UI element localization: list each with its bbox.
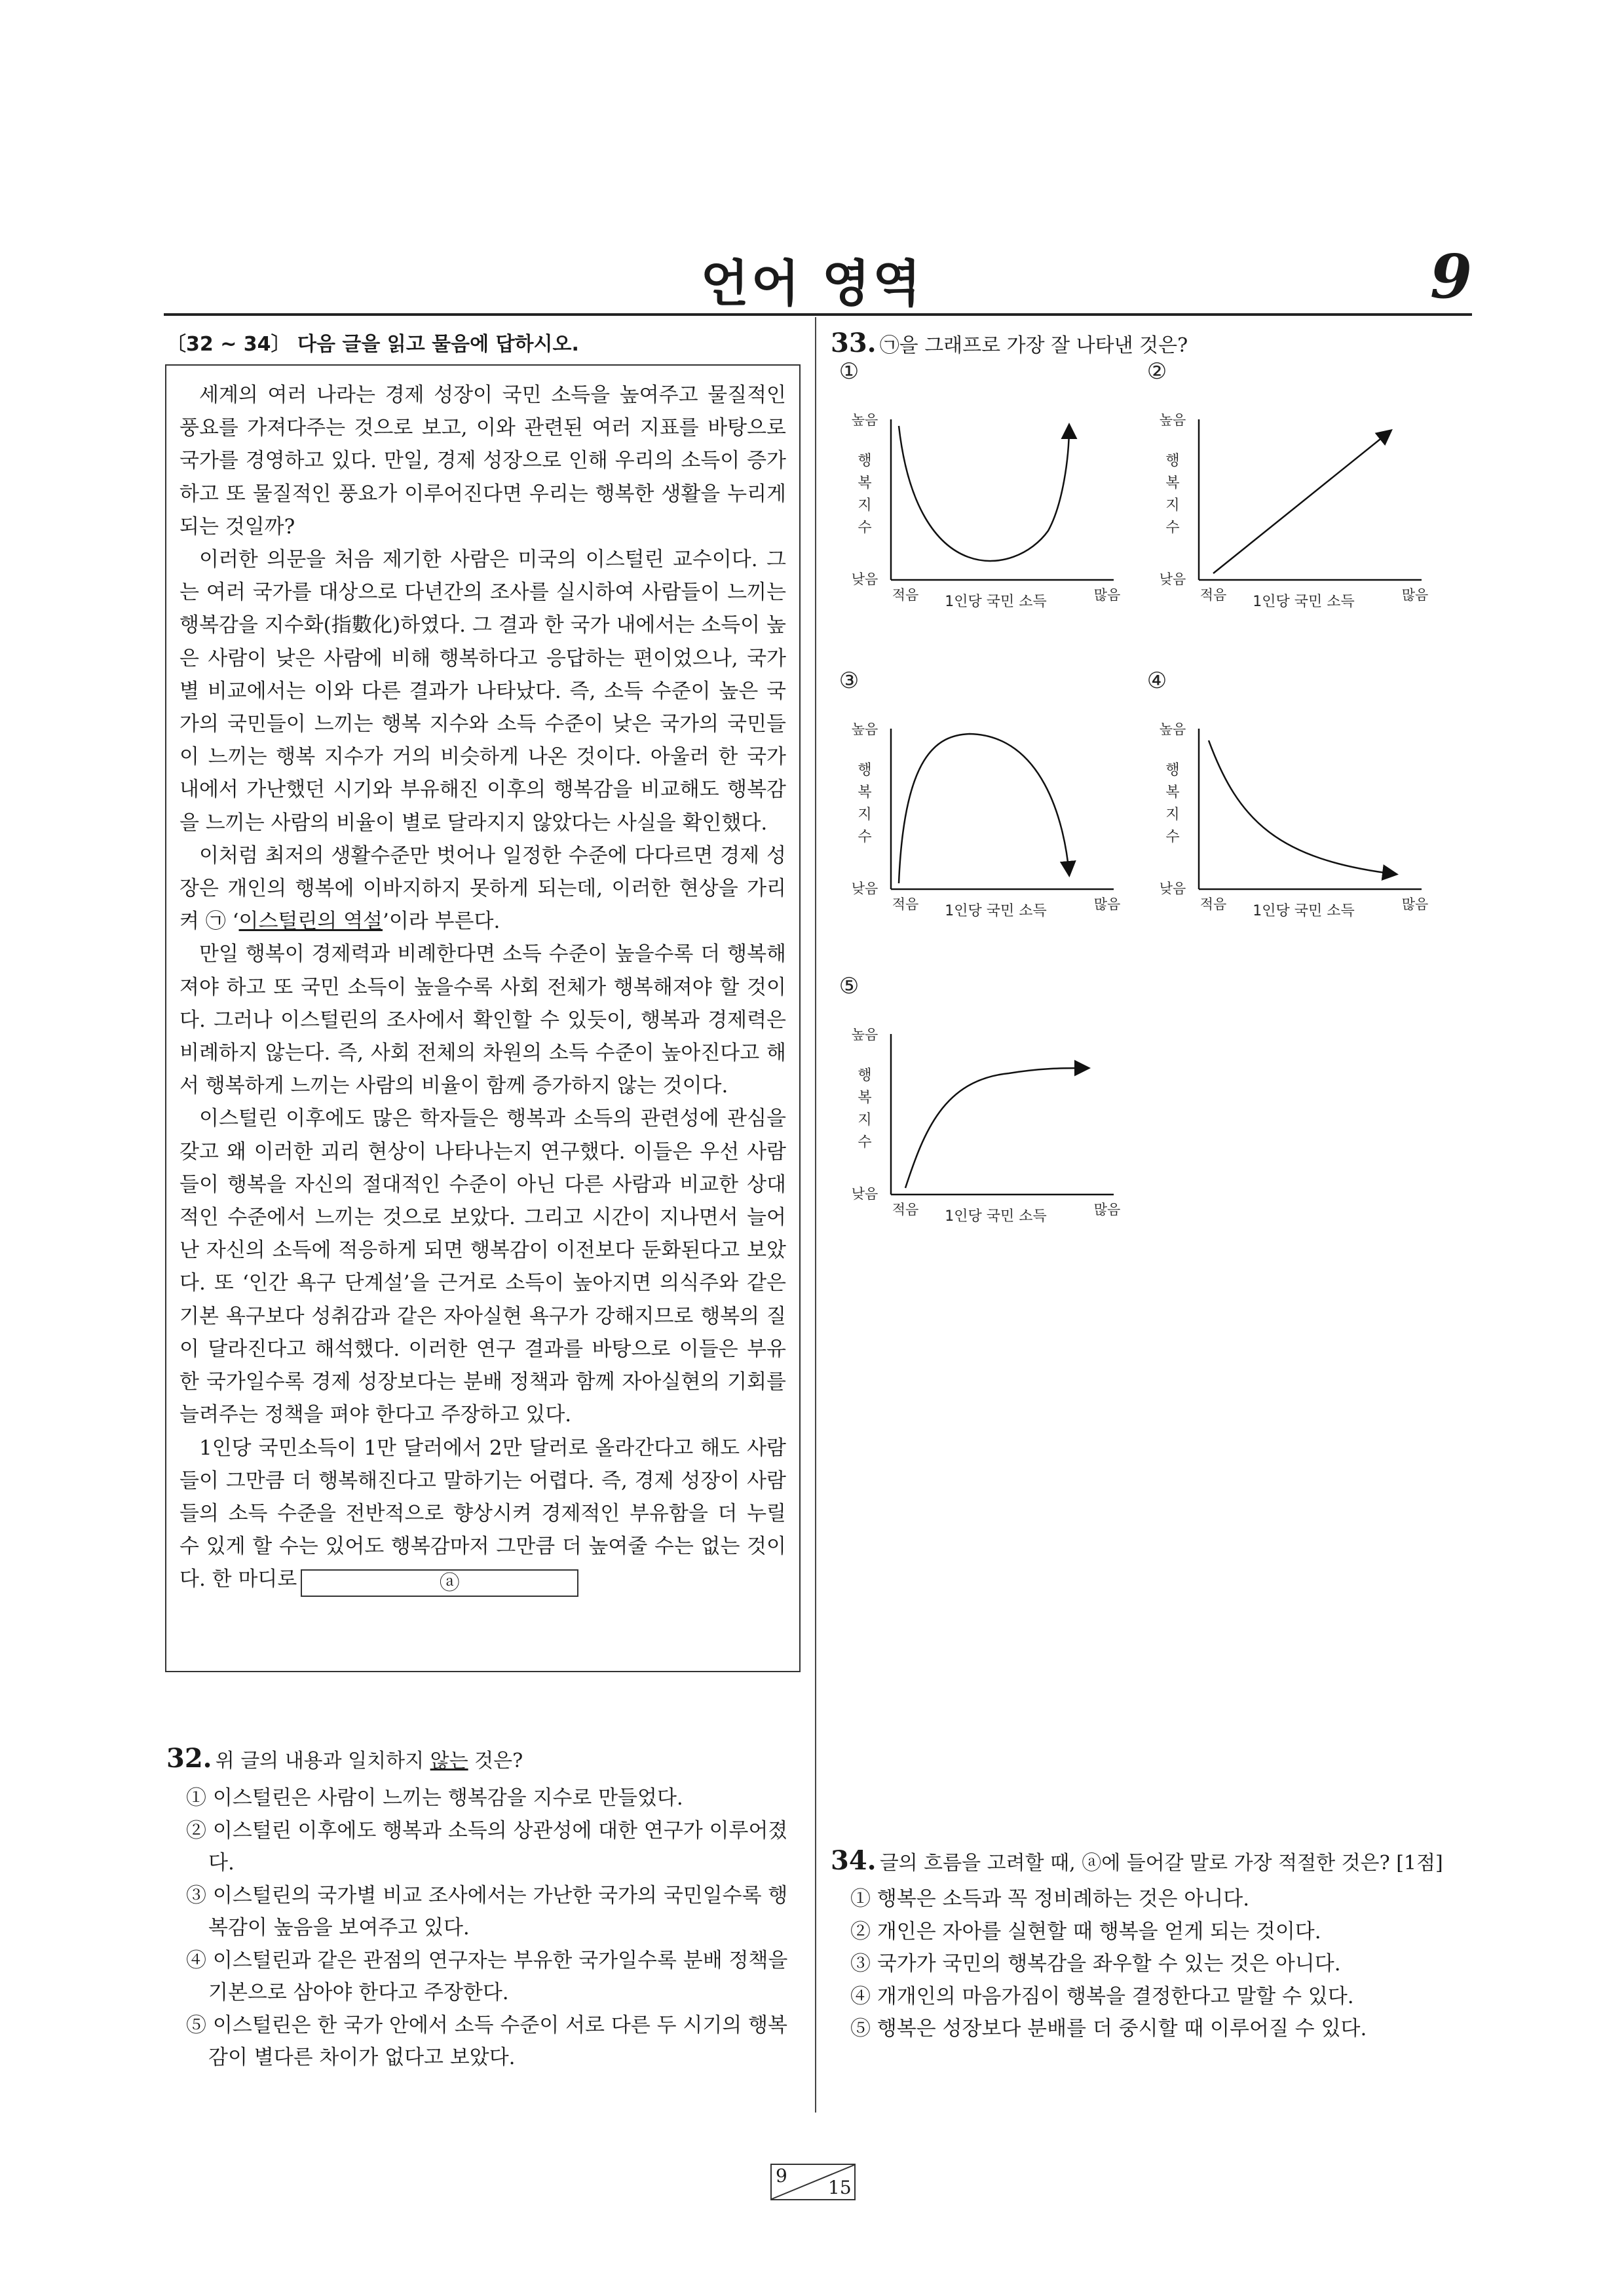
blank-a-box: ⓐ	[301, 1569, 578, 1597]
graph-label: ⑤	[839, 973, 859, 999]
footer-current-page: 9	[776, 2165, 787, 2187]
graph-label: ④	[1146, 668, 1167, 694]
y-high-label: 높음	[1159, 412, 1186, 428]
stem-part: 것은?	[468, 1750, 523, 1772]
y-title-char: 복	[858, 475, 872, 491]
x-low-label: 적음	[1199, 896, 1227, 912]
question-stem	[216, 1750, 523, 1772]
y-title-char: 행	[858, 1067, 872, 1084]
question-number: 34.	[831, 1845, 877, 1876]
question-32-options	[186, 1782, 802, 2075]
graph-2	[1147, 358, 1429, 610]
passage-paragraph	[179, 1432, 786, 1598]
passage-instruction: 〔32 ~ 34〕 다음 글을 읽고 물음에 답하시오.	[166, 333, 579, 356]
y-title-char: 지	[858, 1112, 872, 1128]
x-low-label: 적음	[892, 896, 919, 912]
x-low-label: 적음	[892, 1202, 919, 1217]
passage-paragraph: 이러한 의문을 처음 제기한 사람은 미국의 이스털린 교수이다. 그는 여러 국가를 대상으로 다년간의 조사를 실시하여 사람들이 느끼는 행복감을 지수화(指數化)하였다. 그 결과 한 국가 내에서는 소득이 높은 사람이 낮은 사람에 비해 행복하다고 응답하는 편이었으나, 국가별 비교에서는 이와 다른 결과가 나타났다. 즉, 소득 수준이 높은 국가의 국민들이 느끼는 행복 지수와 소득 수준이 낮은 국가의 국민들이 느끼는 행복 지수가 거의 비슷하게 나온 것이다. 아울러 한 국가 내에서 가난했던 시기와 부유해진 이후의 행복감을 비교해도 행복감을 느끼는 사람의 비율이 별로 달라지지 않았다는 사실을 확인했다.	[179, 548, 786, 835]
passage-paragraph-text: 1인당 국민소득이 1만 달러에서 2만 달러로 올라간다고 해도 사람들이 그만큼 더 행복해진다고 말하기는 어렵다. 즉, 경제 성장이 사람들의 소득 수준을 전반적으로 향상시켜 경제적인 부유함을 더 누릴 수 있게 할 수는 있어도 행복감마저 그만큼 더 높여줄 수는 없는 것이다. 한 마디로	[179, 1436, 786, 1592]
x-title: 1인당 국민 소득	[1253, 903, 1355, 919]
y-title-char: 복	[1165, 475, 1180, 491]
x-high-label: 많음	[1401, 896, 1429, 912]
option[interactable]: ③ 국가가 국민의 행복감을 좌우할 수 있는 것은 아니다.	[850, 1952, 1341, 1976]
option[interactable]: ③ 이스털린의 국가별 비교 조사에서는 가난한 국가의 국민일수록 행복감이 높음을 보여주고 있다.	[186, 1883, 788, 1940]
x-title: 1인당 국민 소득	[945, 903, 1047, 919]
paradox-tail: ’이라 부른다.	[383, 909, 500, 934]
y-title-char: 수	[1165, 829, 1180, 845]
footer-total-pages: 15	[828, 2177, 852, 2198]
y-low-label: 낮음	[851, 571, 878, 587]
y-title-char: 행	[858, 762, 872, 778]
passage-paragraph	[179, 839, 786, 938]
option[interactable]: ④ 개개인의 마음가짐이 행복을 결정한다고 말할 수 있다.	[850, 1984, 1354, 2008]
y-high-label: 높음	[851, 412, 878, 428]
x-title: 1인당 국민 소득	[1253, 594, 1355, 610]
question-stem: 글의 흐름을 고려할 때, ⓐ에 들어갈 말로 가장 적절한 것은? [1점]	[879, 1852, 1443, 1875]
x-high-label: 많음	[1093, 1202, 1121, 1217]
y-title-char: 지	[1165, 807, 1180, 823]
graph-3	[839, 668, 1121, 919]
x-high-label: 많음	[1093, 896, 1121, 912]
y-high-label: 높음	[851, 1027, 878, 1043]
x-title: 1인당 국민 소득	[945, 1208, 1047, 1225]
y-high-label: 높음	[851, 721, 878, 737]
stem-underlined: 않는	[430, 1750, 468, 1772]
y-title-char: 수	[1165, 520, 1180, 536]
graph-curve	[1213, 431, 1390, 573]
q33-graphs	[815, 354, 1470, 1271]
y-title-char: 지	[858, 807, 872, 823]
graph-label: ①	[839, 358, 859, 385]
page-title: 언어 영역	[700, 254, 924, 313]
question-34-options	[850, 1883, 1473, 2046]
y-title-char: 행	[1165, 762, 1180, 778]
graph-1	[839, 358, 1121, 610]
y-title-char: 복	[858, 1090, 872, 1106]
passage-paragraph: 세계의 여러 나라는 경제 성장이 국민 소득을 높여주고 물질적인 풍요를 가져다주는 것으로 보고, 이와 관련된 여러 지표를 바탕으로 국가를 경영하고 있다. 만일, 경제 성장으로 인해 우리의 소득이 증가하고 또 물질적인 풍요가 이루어진다면 우리는 행복한 생활을 누리게 되는 것일까?	[179, 383, 786, 539]
y-low-label: 낮음	[1159, 881, 1186, 896]
option[interactable]: ④ 이스털린과 같은 관점의 연구자는 부유한 국가일수록 분배 정책을 기본으로 삼아야 한다고 주장한다.	[186, 1948, 788, 2004]
option[interactable]: ② 이스털린 이후에도 행복과 소득의 상관성에 대한 연구가 이루어졌다.	[186, 1818, 788, 1875]
y-low-label: 낮음	[851, 881, 878, 896]
page-number: 9	[1429, 241, 1472, 312]
option[interactable]: ① 행복은 소득과 꼭 정비례하는 것은 아니다.	[850, 1887, 1250, 1911]
question-number: 32.	[166, 1743, 212, 1774]
question-number: 33.	[831, 328, 877, 358]
x-high-label: 많음	[1401, 587, 1429, 603]
y-title-char: 수	[858, 520, 872, 536]
y-low-label: 낮음	[1159, 571, 1186, 587]
y-title-char: 행	[858, 453, 872, 469]
graph-label: ②	[1146, 358, 1167, 385]
paradox-term: 이스털린의 역설	[238, 909, 383, 934]
graph-label: ③	[839, 668, 859, 694]
graph-5	[839, 973, 1121, 1225]
question-32	[166, 1743, 802, 1774]
y-high-label: 높음	[1159, 721, 1186, 737]
option[interactable]: ⑤ 이스털린은 한 국가 안에서 소득 수준이 서로 다른 두 시기의 행복감이 별다른 차이가 없다고 보았다.	[186, 2013, 787, 2069]
x-low-label: 적음	[1199, 587, 1227, 603]
header-rule	[164, 313, 1472, 316]
graph-curve	[899, 426, 1069, 561]
option[interactable]: ② 개인은 자아를 실현할 때 행복을 얻게 되는 것이다.	[850, 1919, 1321, 1943]
y-title-char: 지	[1165, 497, 1180, 514]
x-low-label: 적음	[892, 587, 919, 603]
y-title-char: 지	[858, 497, 872, 514]
y-low-label: 낮음	[851, 1186, 878, 1202]
graph-curve	[1209, 740, 1395, 874]
y-title-char: 복	[858, 784, 872, 801]
passage-paragraph: 이스털린 이후에도 많은 학자들은 행복과 소득의 관련성에 관심을 갖고 왜 이러한 괴리 현상이 나타나는지 연구했다. 이들은 우선 사람들이 행복을 자신의 절대적인 수준이 아닌 다른 사람과 비교한 상대적인 수준에서 느끼는 것으로 보았다. 그리고 시간이 지나면서 늘어난 자신의 소득에 적응하게 되면 행복감이 이전보다 둔화된다고 보았다. 또 ‘인간 욕구 단계설’을 근거로 소득이 높아지면 의식주와 같은 기본 욕구보다 성취감과 같은 자아실현 욕구가 강해지므로 행복의 질이 달라진다고 해석했다. 이러한 연구 결과를 바탕으로 이들은 부유한 국가일수록 경제 성장보다는 분배 정책과 함께 자아실현의 기회를 늘려주는 정책을 펴야 한다고 주장하고 있다.	[179, 1107, 786, 1427]
y-title-char: 수	[858, 1134, 872, 1151]
question-34	[831, 1845, 1479, 1876]
y-title-char: 복	[1165, 784, 1180, 801]
graph-curve	[905, 1068, 1087, 1188]
passage-paragraph-text: 이처럼 최저의 생활수준만 벗어나 일정한 수준에 다다르면 경제 성장은 개인의 행복에 이바지하지 못하게 되는데, 이러한 현상을 가리켜 ㉠ ‘	[179, 843, 786, 934]
passage-text	[179, 379, 786, 1597]
passage-paragraph: 만일 행복이 경제력과 비례한다면 소득 수준이 높을수록 더 행복해져야 하고 또 국민 소득이 높을수록 사회 전체가 행복해져야 할 것이다. 그러나 이스털린의 조사에서 확인할 수 있듯이, 행복과 경제력은 비례하지 않는다. 즉, 사회 전체의 차원의 소득 수준이 높아진다고 해서 행복하게 느끼는 사람의 비율이 함께 증가하지 않는 것이다.	[179, 942, 786, 1098]
x-high-label: 많음	[1093, 587, 1121, 603]
question-stem: ㉠을 그래프로 가장 잘 나타낸 것은?	[879, 334, 1188, 357]
option[interactable]: ① 이스털린은 사람이 느끼는 행복감을 지수로 만들었다.	[186, 1786, 683, 1810]
option[interactable]: ⑤ 행복은 성장보다 분배를 더 중시할 때 이루어질 수 있다.	[850, 2017, 1367, 2040]
graph-curve	[899, 734, 1069, 883]
x-title: 1인당 국민 소득	[945, 594, 1047, 610]
stem-part: 위 글의 내용과 일치하지	[215, 1750, 430, 1772]
graph-4	[1147, 668, 1429, 919]
y-title-char: 수	[858, 829, 872, 845]
y-title-char: 행	[1165, 453, 1180, 469]
